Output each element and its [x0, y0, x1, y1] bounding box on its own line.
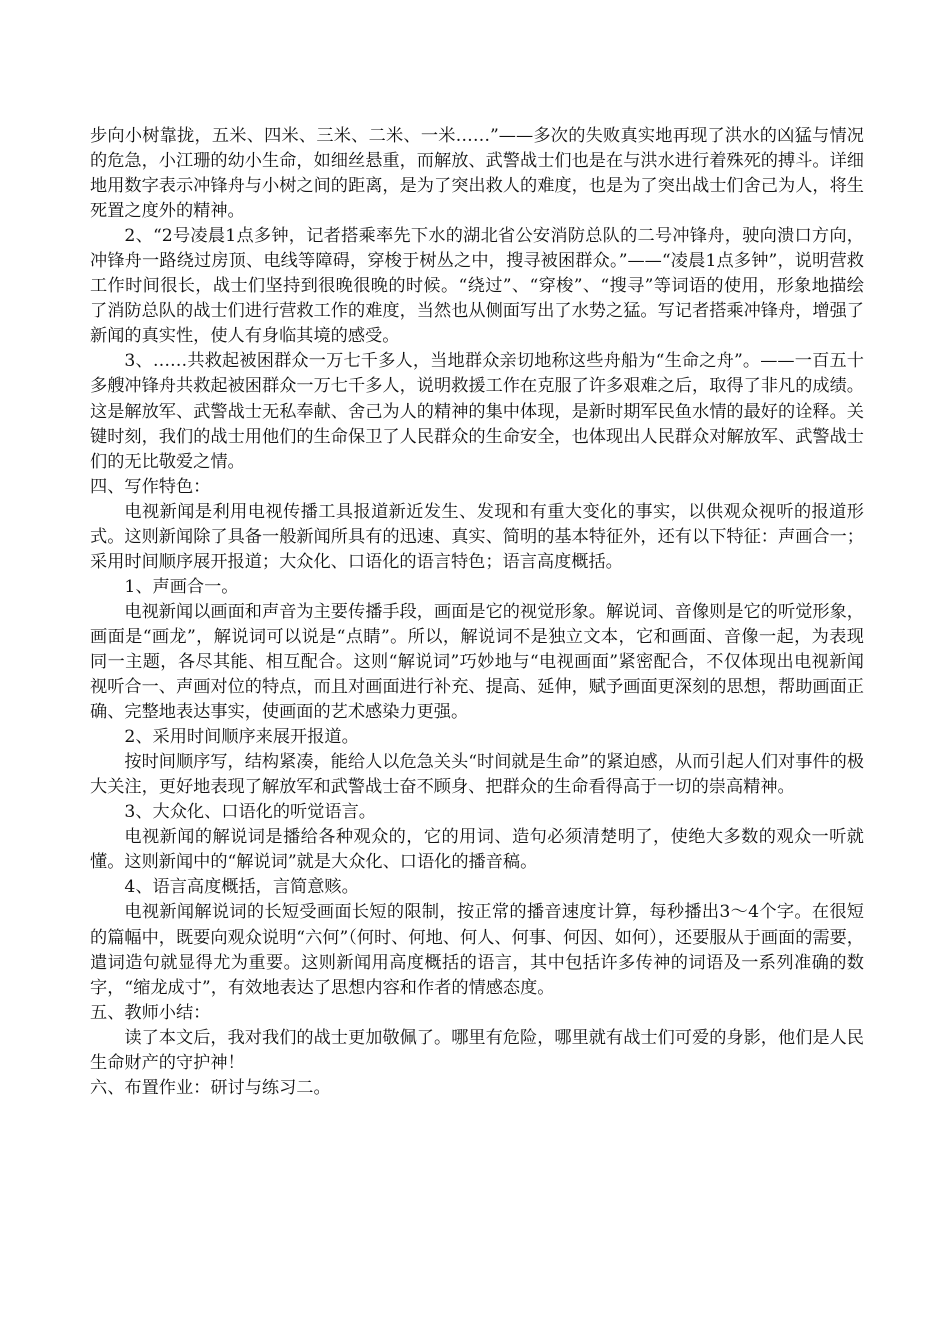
paragraph-feature-2: 按时间顺序写，结构紧凑，能给人以危急关头“时间就是生命”的紧迫感，从而引起人们对事件的极大关注，更好地表现了解放军和武警战士奋不顾身、把群众的生命看得高于一切的崇高精神。	[90, 752, 864, 798]
subheading-feature-4: 4、语言高度概括，言简意赅。	[124, 877, 359, 898]
subheading-feature-2: 2、采用时间顺序来展开报道。	[124, 727, 359, 748]
paragraph-analysis-2: 2、“2号凌晨1点多钟，记者搭乘率先下水的湖北省公安消防总队的二号冲锋舟，驶向溃口方向，冲锋舟一路绕过房顶、电线等障碍，穿梭于树丛之中，搜寻被困群众。”——“凌晨1点多钟”，说明营救工作时间很长，战士们坚持到很晚很晚的时候。“绕过”、“穿梭”、“搜寻”等词语的使用，形象地描绘了消防总队的战士们进行营救工作的难度，当然也从侧面写出了水势之猛。写记者搭乘冲锋舟，增强了新闻的真实性，使人有身临其境的感受。	[90, 226, 864, 347]
paragraph-feature-3: 电视新闻的解说词是播给各种观众的，它的用词、造句必须清楚明了，使绝大多数的观众一听就懂。这则新闻中的“解说词”就是大众化、口语化的播音稿。	[90, 827, 864, 873]
subheading-feature-3: 3、大众化、口语化的听觉语言。	[124, 802, 376, 823]
paragraph-features-intro: 电视新闻是利用电视传播工具报道新近发生、发现和有重大变化的事实，以供观众视听的报道形式。这则新闻除了具备一般新闻所具有的迅速、真实、简明的基本特征外，还有以下特征：声画合一；采用时间顺序展开报道；大众化、口语化的语言特色；语言高度概括。	[90, 501, 864, 572]
paragraph-feature-4: 电视新闻解说词的长短受画面长短的限制，按正常的播音速度计算，每秒播出3～4个字。在很短的篇幅中，既要向观众说明“六何”（何时、何地、何人、何事、何因、如何），还要服从于画面的需要，遣词造句就显得尤为重要。这则新闻用高度概括的语言，其中包括许多传神的词语及一系列准确的数字，“缩龙成寸”，有效地表达了思想内容和作者的情感态度。	[90, 902, 864, 998]
paragraph-continuation: 步向小树靠拢，五米、四米、三米、二米、一米……”——多次的失败真实地再现了洪水的凶猛与情况的危急，小江珊的幼小生命，如细丝悬重，而解放、武警战士们也是在与洪水进行着殊死的搏斗。详细地用数字表示冲锋舟与小树之间的距离，是为了突出救人的难度，也是为了突出战士们舍己为人，将生死置之度外的精神。	[90, 126, 864, 222]
section-heading-teacher-summary: 五、教师小结：	[90, 1002, 211, 1023]
subheading-feature-1: 1、声画合一。	[124, 576, 239, 597]
section-heading-writing-features: 四、写作特色：	[90, 476, 211, 497]
paragraph-analysis-3: 3、……共救起被困群众一万七千多人，当地群众亲切地称这些舟船为“生命之舟”。——一百五十多艘冲锋舟共救起被困群众一万七千多人，说明救援工作在克服了许多艰难之后，取得了非凡的成绩。这是解放军、武警战士无私奉献、舍己为人的精神的集中体现，是新时期军民鱼水情的最好的诠释。关键时刻，我们的战士用他们的生命保卫了人民群众的生命安全，也体现出人民群众对解放军、武警战士们的无比敬爱之情。	[90, 351, 864, 472]
document-page	[90, 124, 864, 1101]
section-heading-homework: 六、布置作业：研讨与练习二。	[90, 1077, 331, 1098]
paragraph-teacher-summary: 读了本文后，我对我们的战士更加敬佩了。哪里有危险，哪里就有战士们可爱的身影，他们是人民生命财产的守护神！	[90, 1027, 864, 1073]
paragraph-feature-1: 电视新闻以画面和声音为主要传播手段，画面是它的视觉形象。解说词、音像则是它的听觉形象，画面是“画龙”，解说词可以说是“点睛”。所以，解说词不是独立文本，它和画面、音像一起，为表现同一主题，各尽其能、相互配合。这则“解说词”巧妙地与“电视画面”紧密配合，不仅体现出电视新闻视听合一、声画对位的特点，而且对画面进行补充、提高、延伸，赋予画面更深刻的思想，帮助画面正确、完整地表达事实，使画面的艺术感染力更强。	[90, 601, 864, 723]
